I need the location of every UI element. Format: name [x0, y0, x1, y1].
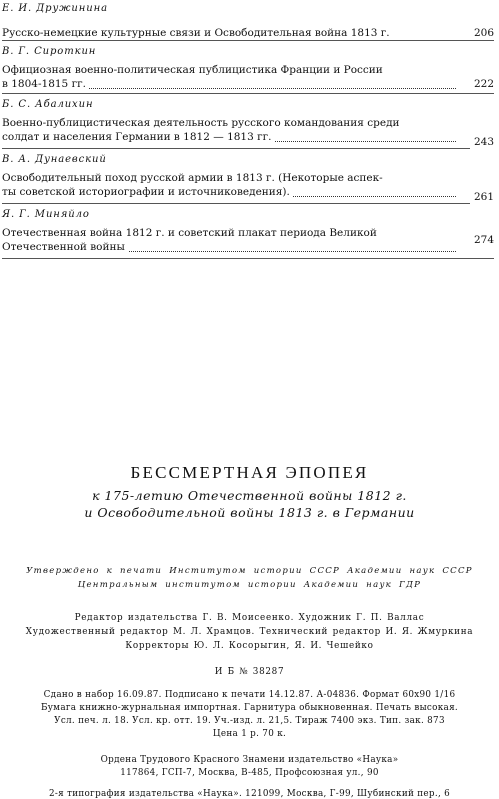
toc-divider	[2, 258, 494, 259]
toc-page-number: 222	[470, 77, 494, 91]
book-subtitle: и Освободительной войны 1813 г. в Германии	[84, 505, 415, 520]
editor-credits: Художественный редактор М. Л. Храмцов. Технический редактор И. Я. Жмуркина	[25, 627, 474, 637]
toc-author: Я. Г. Миняйло	[2, 209, 90, 220]
toc-entry	[2, 45, 494, 91]
toc-author: Б. С. Абалихин	[2, 99, 94, 110]
editor-credits: Редактор издательства Г. В. Моисеенко. Художник Г. П. Валлас	[74, 613, 425, 623]
toc-entry	[2, 153, 494, 201]
toc-author: Е. И. Дружинина	[2, 3, 108, 14]
toc-title-text: Русско-немецкие культурные связи и Освободительная война 1813 г.	[2, 27, 393, 39]
toc-title-line	[2, 185, 494, 203]
print-specs: Сдано в набор 16.09.87. Подписано к печати 14.12.87. А-04836. Формат 60х90 1/16	[43, 690, 456, 700]
toc-entry	[2, 208, 494, 256]
price: Цена 1 р. 70 к.	[212, 729, 287, 739]
book-title: БЕССМЕРТНАЯ ЭПОПЕЯ	[130, 463, 369, 482]
toc-title-line: Официозная военно-политическая публицистика Франции и России	[2, 64, 383, 76]
toc-page-number: 243	[470, 135, 494, 149]
toc-title-line	[2, 77, 494, 91]
publisher-name: Ордена Трудового Красного Знамени издательство «Наука»	[100, 755, 399, 765]
toc-author: В. Г. Сироткин	[2, 46, 97, 57]
toc-title-line: Отечественная война 1812 г. и советский плакат периода Великой	[2, 227, 377, 239]
toc-title-text: солдат и населения Германии в 1812 — 1813 гг.	[2, 131, 274, 143]
toc-title-line	[2, 26, 494, 40]
toc-page-number: 206	[470, 26, 494, 40]
toc-author: В. А. Дунаевский	[2, 154, 107, 165]
editor-credits: Корректоры Ю. Л. Косорыгин, Я. И. Чешейко	[125, 641, 374, 651]
toc-title-text: Отечественной войны	[2, 241, 128, 253]
toc-page-number: 261	[470, 190, 494, 204]
book-subtitle: к 175-летию Отечественной войны 1812 г.	[92, 488, 407, 503]
print-specs: Бумага книжно-журнальная импортная. Гарнитура обыкновенная. Печать высокая.	[40, 703, 459, 713]
toc-title-line	[2, 234, 494, 254]
toc-title-line: Освободительный поход русской армии в 1813 г. (Некоторые аспек-	[2, 172, 383, 184]
ib-number: И Б № 38287	[214, 667, 285, 677]
toc-divider	[2, 93, 494, 94]
printer-line: 2-я типография издательства «Наука». 121099, Москва, Г-99, Шубинский пер., 6	[48, 789, 451, 799]
toc-divider	[2, 40, 494, 41]
approval-line: Центральным институтом истории Академии наук ГДР	[77, 580, 422, 590]
approval-line: Утверждено к печати Институтом истории СССР Академии наук СССР	[26, 566, 473, 576]
toc-title-text: ты советской историографии и источниковедения).	[2, 186, 293, 198]
toc-entry	[2, 98, 494, 146]
publisher-address: 117864, ГСП-7, Москва, В-485, Профсоюзная ул., 90	[120, 768, 379, 778]
print-specs: Усл. печ. л. 18. Усл. кр. отт. 19. Уч.-изд. л. 21,5. Тираж 7400 экз. Тип. зак. 873	[54, 716, 445, 726]
toc-divider	[2, 203, 494, 204]
toc-page-number: 274	[470, 233, 494, 247]
table-of-contents	[2, 0, 494, 263]
toc-entry	[2, 2, 494, 40]
toc-title-line: Военно-публицистическая деятельность русского командования среди	[2, 117, 400, 129]
toc-divider	[2, 148, 494, 149]
toc-title-line	[2, 130, 494, 148]
toc-title-text: в 1804-1815 гг.	[2, 78, 89, 90]
